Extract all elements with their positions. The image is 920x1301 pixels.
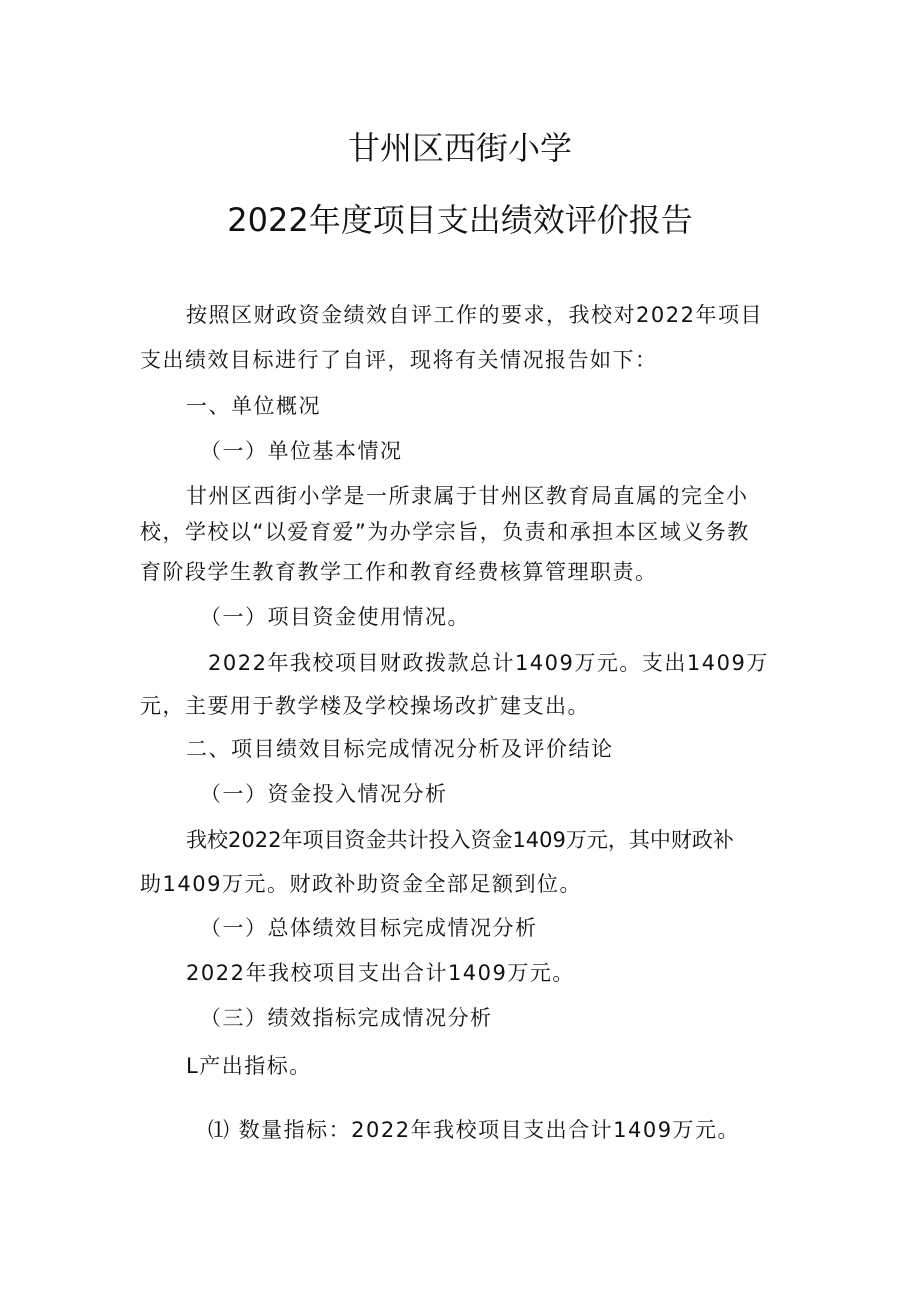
paragraph-line: 甘州区西街小学是一所隶属于甘州区教育局直属的完全小: [186, 484, 749, 508]
paragraph-line: 2022年我校项目财政拨款总计1409万元。支出1409万: [208, 651, 769, 675]
subsection-heading: （一）资金投入情况分析: [200, 782, 448, 806]
subsection-heading: （三）绩效指标完成情况分析: [200, 1006, 493, 1030]
paragraph-line: 按照区财政资金绩效自评工作的要求，我校对2022年项目: [186, 303, 763, 327]
paragraph-line: 我校2022年项目资金共计投入资金1409万元，其中财政补: [186, 828, 734, 852]
subsection-heading: （一）总体绩效目标完成情况分析: [200, 916, 538, 940]
paragraph-line: L产出指标。: [186, 1054, 312, 1078]
paragraph-line: 支出绩效目标进行了自评，现将有关情况报告如下：: [140, 348, 658, 372]
section-heading: 一、单位概况: [186, 394, 321, 418]
paragraph-line: 助1409万元。财政补助资金全部足额到位。: [140, 872, 582, 896]
paragraph-line: 元，主要用于教学楼及学校操场改扩建支出。: [140, 694, 590, 718]
paragraph-line: 2022年我校项目支出合计1409万元。: [186, 961, 575, 985]
paragraph-line: ⑴ 数量指标：2022年我校项目支出合计1409万元。: [208, 1118, 741, 1142]
subsection-heading: （一）项目资金使用情况。: [200, 605, 470, 629]
paragraph-line: 育阶段学生教育教学工作和教育经费核算管理职责。: [140, 560, 658, 584]
document-title-report: 2022年度项目支出绩效评价报告: [227, 201, 693, 239]
paragraph-line: 校，学校以“以爱育爱”为办学宗旨，负责和承担本区域义务教: [140, 520, 750, 544]
section-heading: 二、项目绩效目标完成情况分析及评价结论: [186, 737, 614, 761]
subsection-heading: （一）单位基本情况: [200, 439, 403, 463]
document-title-school: 甘州区西街小学: [347, 129, 572, 167]
